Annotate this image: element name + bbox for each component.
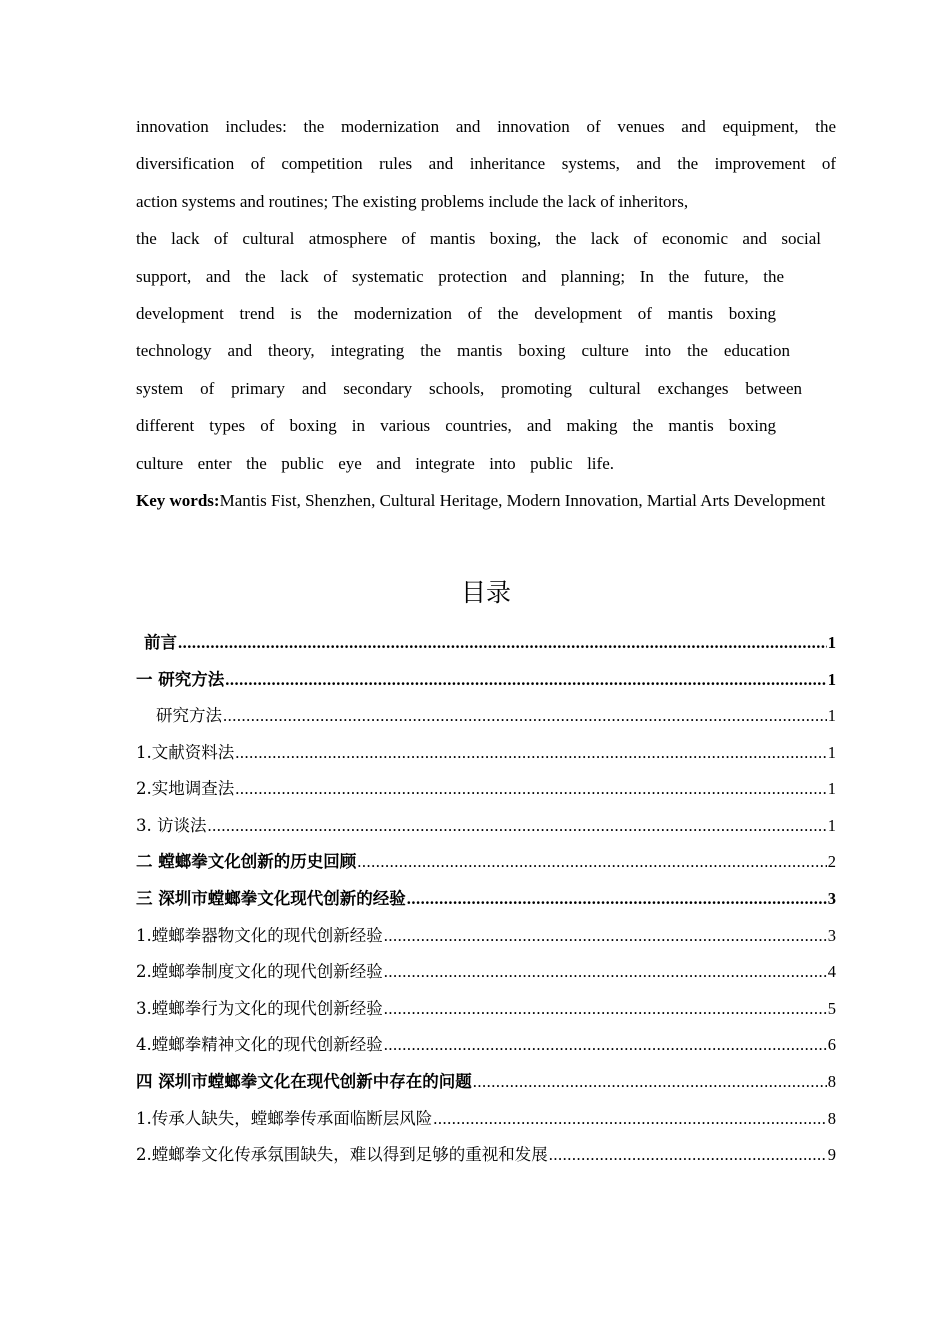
toc-entry[interactable] <box>136 735 836 772</box>
toc-leader <box>384 991 827 1028</box>
toc-entry[interactable] <box>136 771 836 808</box>
toc-leader <box>384 1027 827 1064</box>
toc-leader <box>433 1101 827 1138</box>
toc-entry-text: 三 深圳市螳螂拳文化现代创新的经验 <box>136 889 406 909</box>
toc-entry[interactable] <box>136 954 836 991</box>
toc-leader <box>407 881 827 918</box>
toc-entry[interactable] <box>136 808 836 845</box>
document-page <box>136 108 836 1174</box>
toc-entry[interactable] <box>136 698 836 735</box>
toc-leader <box>384 918 827 955</box>
abstract-line: technology and theory, integrating the mantis boxing culture into the education <box>136 341 790 361</box>
toc-entry-text: 1.螳螂拳器物文化的现代创新经验 <box>136 925 383 945</box>
toc-entry-page: 6 <box>827 1035 836 1055</box>
toc-entry[interactable] <box>136 1064 836 1101</box>
abstract-line: culture enter the public eye and integrate into public life. <box>136 453 614 473</box>
toc-entry-text: 4.螳螂拳精神文化的现代创新经验 <box>136 1035 383 1055</box>
toc-entry-page: 1 <box>827 706 836 726</box>
toc-entry-text: 3. 访谈法 <box>136 815 207 835</box>
toc-entry[interactable] <box>136 625 836 662</box>
toc-leader <box>473 1064 827 1101</box>
toc-entry-page: 5 <box>827 998 836 1018</box>
toc-entry-text: 2.螳螂拳制度文化的现代创新经验 <box>136 962 383 982</box>
toc-entry-text: 2.螳螂拳文化传承氛围缺失，难以得到足够的重视和发展 <box>136 1145 548 1165</box>
toc-entry[interactable] <box>136 991 836 1028</box>
toc-entry-text: 研究方法 <box>156 706 222 726</box>
toc-entry[interactable] <box>136 918 836 955</box>
toc-entry-text: 1.文献资料法 <box>136 742 235 762</box>
toc-leader <box>178 625 827 662</box>
toc-entry-page: 3 <box>827 889 836 909</box>
toc-entry-page: 1 <box>827 632 836 652</box>
toc-entry-page: 4 <box>827 962 836 982</box>
toc-leader <box>549 1137 827 1174</box>
toc-entry[interactable] <box>136 1101 836 1138</box>
toc-leader <box>357 844 827 881</box>
toc-entry-text: 前言 <box>144 632 177 652</box>
toc-entry[interactable] <box>136 662 836 699</box>
toc-entry-page: 9 <box>827 1145 836 1165</box>
abstract-body <box>136 108 836 482</box>
abstract-line: support, and the lack of systematic protection and planning; In the future, the <box>136 266 784 286</box>
abstract-line: action systems and routines; The existing problems include the lack of inheritors, <box>136 191 689 211</box>
toc-entry-text: 2.实地调查法 <box>136 779 235 799</box>
toc-entry-page: 1 <box>827 779 836 799</box>
toc-leader <box>235 735 827 772</box>
toc-entry-text: 3.螳螂拳行为文化的现代创新经验 <box>136 998 383 1018</box>
toc-leader <box>235 771 827 808</box>
toc-entry-page: 1 <box>827 815 836 835</box>
toc-leader <box>223 698 827 735</box>
toc-entry-page: 1 <box>827 669 836 689</box>
abstract-line: the lack of cultural atmosphere of mantis boxing, the lack of economic and social <box>136 229 821 249</box>
toc-leader <box>384 954 827 991</box>
toc-leader <box>208 808 827 845</box>
keywords-text: Mantis Fist, Shenzhen, Cultural Heritage, Modern Innovation, Martial Arts Development <box>219 490 826 510</box>
table-of-contents <box>136 625 836 1174</box>
toc-entry-page: 8 <box>827 1072 836 1092</box>
toc-entry-page: 3 <box>827 925 836 945</box>
toc-entry-text: 一 研究方法 <box>136 669 225 689</box>
toc-entry[interactable] <box>136 1137 836 1174</box>
keywords-label: Key words: <box>136 490 220 510</box>
toc-entry-text: 二 螳螂拳文化创新的历史回顾 <box>136 852 357 872</box>
toc-leader <box>225 662 827 699</box>
toc-entry-text: 1.传承人缺失，螳螂拳传承面临断层风险 <box>136 1108 433 1128</box>
abstract-line: diversification of competition rules and inheritance systems, and the improvement of <box>136 154 836 174</box>
toc-entry-text: 四 深圳市螳螂拳文化在现代创新中存在的问题 <box>136 1072 472 1092</box>
toc-entry[interactable] <box>136 844 836 881</box>
toc-entry[interactable] <box>136 1027 836 1064</box>
abstract-line: system of primary and secondary schools, promoting cultural exchanges between <box>136 378 802 398</box>
toc-entry[interactable] <box>136 881 836 918</box>
keywords <box>136 482 836 519</box>
toc-entry-page: 2 <box>827 852 836 872</box>
abstract-line: different types of boxing in various countries, and making the mantis boxing <box>136 416 776 436</box>
toc-entry-page: 8 <box>827 1108 836 1128</box>
toc-title: 目录 <box>460 577 511 607</box>
toc-entry-page: 1 <box>827 742 836 762</box>
abstract-line: development trend is the modernization of the development of mantis boxing <box>136 303 776 323</box>
abstract-line: innovation includes: the modernization and innovation of venues and equipment, the <box>136 117 836 136</box>
